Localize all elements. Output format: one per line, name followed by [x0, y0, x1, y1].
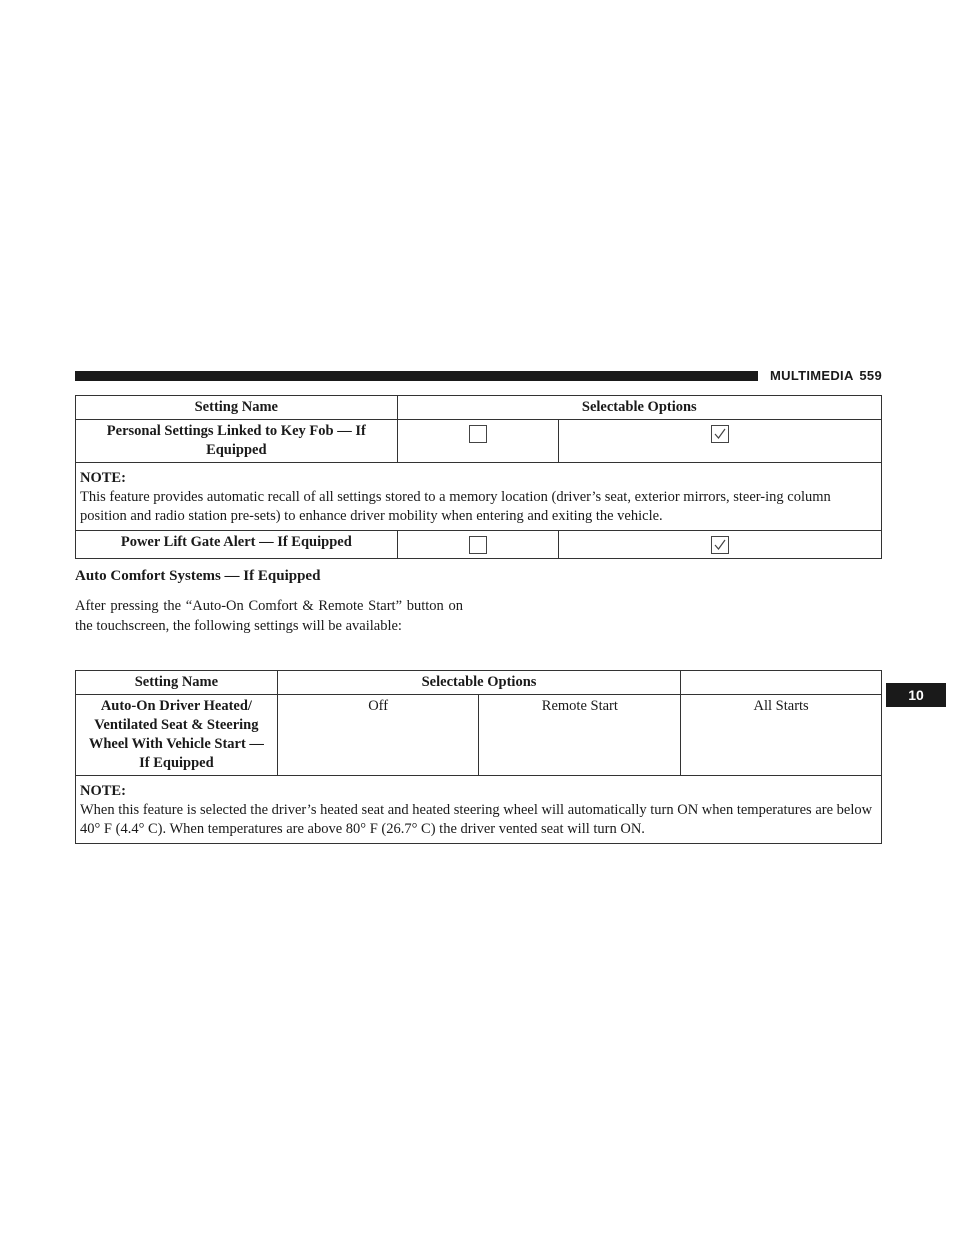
- note-label: NOTE:: [80, 470, 126, 486]
- col-header-options: Selectable Options: [397, 396, 881, 420]
- col-header-options: Selectable Options: [277, 671, 680, 695]
- note-text: When this feature is selected the driver’s heated seat and heated steering wheel will automatically turn ON when temperatures are below 40° F (4.4° C). When temperatures are above 80° F (26.7° C) the driver vented seat will turn ON.: [80, 802, 873, 837]
- table-header-row: [76, 396, 882, 420]
- option-off: Off: [277, 695, 479, 776]
- page-number: 559: [859, 368, 882, 383]
- col-header-empty: [681, 671, 882, 695]
- note-text: This feature provides automatic recall of all settings stored to a memory location (driver’s seat, exterior mirrors, steer-ing column position and radio station pre-sets) to enhance driver mobility when entering and exiting the vehicle.: [80, 489, 831, 524]
- option-unchecked-cell: [397, 420, 559, 463]
- note-cell: [76, 463, 882, 531]
- col-header-setting: Setting Name: [76, 671, 278, 695]
- table-row: [76, 531, 882, 559]
- option-checked-cell: [559, 420, 882, 463]
- setting-name: Power Lift Gate Alert — If Equipped: [76, 531, 398, 559]
- checkbox-unchecked-icon[interactable]: [469, 425, 487, 443]
- note-label: NOTE:: [80, 783, 126, 799]
- body-paragraph: After pressing the “Auto-On Comfort & Remote Start” button on the touchscreen, the following settings will be available:: [75, 598, 463, 634]
- checkbox-checked-icon[interactable]: [711, 536, 729, 554]
- table-header-row: [76, 671, 882, 695]
- header-rule: [75, 371, 758, 381]
- col-header-setting: Setting Name: [76, 396, 398, 420]
- option-remote-start: Remote Start: [479, 695, 681, 776]
- setting-name: Auto-On Driver Heated/ Ventilated Seat & Steering Wheel With Vehicle Start — If Equipped: [76, 695, 278, 776]
- setting-name: Personal Settings Linked to Key Fob — If Equipped: [76, 420, 398, 463]
- section-title: MULTIMEDIA: [770, 368, 854, 383]
- note-cell: [76, 776, 882, 844]
- table-row: [76, 420, 882, 463]
- note-row: [76, 776, 882, 844]
- option-checked-cell: [559, 531, 882, 559]
- chapter-tab: 10: [886, 683, 946, 707]
- option-all-starts: All Starts: [681, 695, 882, 776]
- running-header: [770, 367, 882, 385]
- section-heading: Auto Comfort Systems — If Equipped: [75, 568, 321, 584]
- note-row: [76, 463, 882, 531]
- settings-table-1: [75, 395, 882, 559]
- table-row: [76, 695, 882, 776]
- settings-table-2: [75, 670, 882, 844]
- checkbox-checked-icon[interactable]: [711, 425, 729, 443]
- checkbox-unchecked-icon[interactable]: [469, 536, 487, 554]
- option-unchecked-cell: [397, 531, 559, 559]
